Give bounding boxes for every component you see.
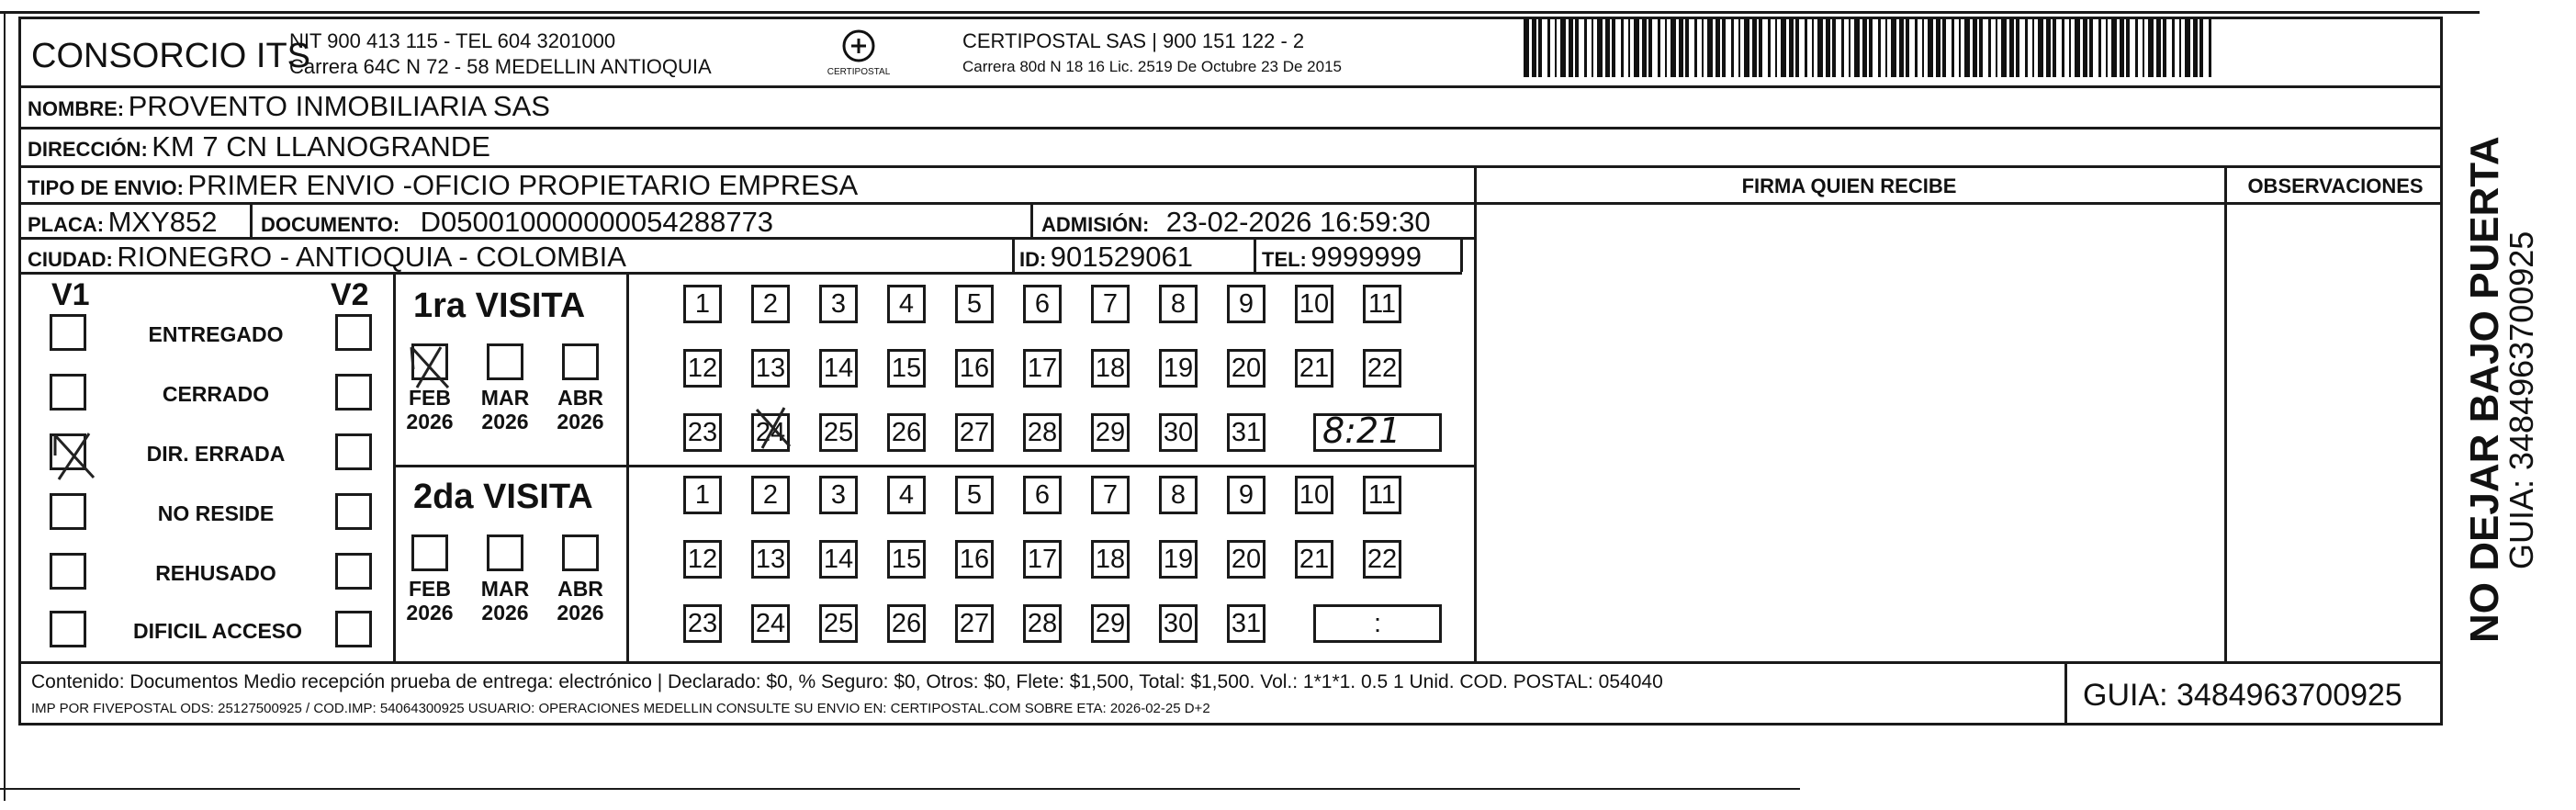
- documento-value: D050010000000054288773: [420, 206, 774, 238]
- ciudad-label: CIUDAD:: [28, 248, 113, 271]
- v1-checkbox[interactable]: [50, 611, 86, 647]
- barcode-bar: [2009, 18, 2014, 77]
- barcode-bar: [2111, 18, 2117, 77]
- month-year: 2026: [406, 410, 454, 434]
- v1-checkbox[interactable]: [50, 493, 86, 530]
- tipo-value: PRIMER ENVIO -OFICIO PROPIETARIO EMPRESA: [187, 169, 859, 201]
- barcode-bar: [1817, 18, 1823, 77]
- barcode-bar: [1899, 18, 1904, 77]
- day-box[interactable]: 16: [955, 540, 994, 579]
- month-checkbox[interactable]: [411, 534, 448, 571]
- day-box[interactable]: 8: [1159, 476, 1198, 514]
- day-box[interactable]: 13: [751, 349, 790, 388]
- day-box[interactable]: 1: [683, 476, 722, 514]
- barcode-bar: [1597, 18, 1603, 77]
- barcode-bar: [1973, 18, 1977, 77]
- barcode-bar: [2185, 18, 2190, 77]
- barcode-bar: [2025, 18, 2028, 77]
- placa-divider: [250, 202, 253, 237]
- barcode-bar: [2193, 18, 2198, 77]
- barcode-bar: [1812, 18, 1814, 77]
- day-box[interactable]: 11: [1363, 476, 1401, 514]
- barcode-bar: [1752, 18, 1757, 77]
- carrier-line1: CERTIPOSTAL SAS | 900 151 122 - 2: [962, 29, 1305, 52]
- v1-label: V1: [51, 277, 90, 312]
- day-box[interactable]: 4: [887, 476, 926, 514]
- day-box[interactable]: 14: [819, 349, 858, 388]
- day-box[interactable]: 16: [955, 349, 994, 388]
- day-box[interactable]: 30: [1159, 413, 1198, 452]
- firma-header: FIRMA QUIEN RECIBE: [1741, 174, 1957, 197]
- barcode-bar: [2098, 18, 2101, 77]
- no-dejar-bajo-puerta: NO DEJAR BAJO PUERTA: [2462, 136, 2507, 643]
- day-box[interactable]: 2: [751, 476, 790, 514]
- firma-left-line: [1474, 165, 1477, 661]
- month-name: ABR: [557, 386, 603, 410]
- barcode-bar: [2089, 18, 2093, 77]
- nombre-row: [28, 92, 550, 120]
- day-box[interactable]: 1: [683, 285, 722, 323]
- barcode-bar: [1648, 18, 1652, 77]
- barcode-bar: [1841, 18, 1844, 77]
- company-line1: NIT 900 413 115 - TEL 604 3201000: [289, 29, 616, 52]
- barcode-bar: [1621, 18, 1624, 77]
- certipostal-logo: [827, 28, 891, 83]
- v2-checkbox[interactable]: [335, 493, 372, 530]
- month-label: [553, 386, 608, 434]
- barcode-bar: [2148, 18, 2154, 77]
- admision-value: 23-02-2026 16:59:30: [1165, 206, 1431, 238]
- barcode-bar: [1775, 18, 1777, 77]
- barcode-bar: [1885, 18, 1887, 77]
- documento-cell: [261, 208, 773, 236]
- day-box[interactable]: 29: [1091, 604, 1130, 643]
- admision-label: ADMISIÓN:: [1041, 213, 1150, 236]
- barcode-bar: [2075, 18, 2080, 77]
- barcode-bar: [2032, 18, 2034, 77]
- bottom-scan-line: [0, 788, 1800, 790]
- row-line-3: [18, 202, 2443, 205]
- day-box[interactable]: 24: [751, 604, 790, 643]
- barcode-bar: [1715, 18, 1720, 77]
- carrier-line2: Carrera 80d N 18 16 Lic. 2519 De Octubre 23 De 2015: [962, 58, 1342, 75]
- observaciones-header: OBSERVACIONES: [2247, 174, 2424, 197]
- nombre-value: PROVENTO INMOBILIARIA SAS: [128, 90, 550, 122]
- v1-checkbox[interactable]: [50, 553, 86, 590]
- day-box[interactable]: 26: [887, 604, 926, 643]
- row-line-1: [18, 127, 2443, 129]
- direccion-value: KM 7 CN LLANOGRANDE: [152, 130, 490, 163]
- reason-label: NO RESIDE: [157, 501, 275, 525]
- company-line2: Carrera 64C N 72 - 58 MEDELLIN ANTIOQUIA: [289, 55, 712, 78]
- day-box[interactable]: 19: [1159, 349, 1198, 388]
- barcode-bar: [1988, 18, 1991, 77]
- month-name: MAR: [480, 386, 530, 410]
- barcode: [1520, 17, 2218, 81]
- top-edge-line: [0, 11, 2480, 14]
- barcode-bar: [1768, 18, 1771, 77]
- barcode-bar: [2038, 18, 2043, 77]
- v1-checkmark: [48, 430, 103, 485]
- day-box[interactable]: 2: [751, 285, 790, 323]
- day-box[interactable]: 18: [1091, 349, 1130, 388]
- admision-divider: [1030, 202, 1033, 237]
- month-label: [402, 577, 457, 625]
- tel-right-line: [1460, 237, 1463, 272]
- placa-value: MXY852: [107, 206, 218, 238]
- first-visit-title: 1ra VISITA: [413, 287, 586, 325]
- day-box[interactable]: 12: [683, 540, 722, 579]
- barcode-bar: [1738, 18, 1740, 77]
- barcode-bar: [1781, 18, 1786, 77]
- barcode-bar: [1702, 18, 1704, 77]
- barcode-bar: [1642, 18, 1647, 77]
- visit-divider: [393, 465, 1474, 467]
- side-guia: GUIA: 3484963700925: [2503, 231, 2540, 569]
- day-box[interactable]: 19: [1159, 540, 1198, 579]
- day-box[interactable]: 31: [1227, 604, 1266, 643]
- month-label: [553, 577, 608, 625]
- day-box[interactable]: 20: [1227, 540, 1266, 579]
- barcode-bar: [1891, 18, 1896, 77]
- barcode-bar: [1628, 18, 1630, 77]
- barcode-bar: [1532, 18, 1536, 77]
- day-box[interactable]: 28: [1023, 604, 1062, 643]
- reason-label: DIFICIL ACCESO: [133, 619, 303, 643]
- id-cell: [1019, 242, 1193, 271]
- barcode-bar: [1959, 18, 1961, 77]
- month-name: FEB: [409, 577, 451, 601]
- reason-label: CERRADO: [162, 382, 270, 406]
- barcode-bar: [2062, 18, 2064, 77]
- placa-cell: [28, 208, 217, 236]
- day-box[interactable]: 7: [1091, 476, 1130, 514]
- barcode-bar: [1538, 18, 1542, 77]
- day-box[interactable]: 21: [1295, 349, 1333, 388]
- day-box[interactable]: 22: [1363, 349, 1401, 388]
- day-box[interactable]: 23: [683, 413, 722, 452]
- month-checkbox[interactable]: [487, 534, 523, 571]
- month-right-line: [626, 272, 629, 661]
- day-box[interactable]: 13: [751, 540, 790, 579]
- day-box[interactable]: 15: [887, 349, 926, 388]
- day-box[interactable]: 26: [887, 413, 926, 452]
- company-name: CONSORCIO ITS: [31, 37, 311, 75]
- day-box[interactable]: 20: [1227, 349, 1266, 388]
- month-checkbox[interactable]: [487, 343, 523, 380]
- barcode-bar: [2046, 18, 2051, 77]
- month-year: 2026: [481, 410, 529, 434]
- barcode-bar: [2172, 18, 2175, 77]
- day-box[interactable]: 3: [819, 285, 858, 323]
- day-box[interactable]: 5: [955, 285, 994, 323]
- day-box[interactable]: 10: [1295, 476, 1333, 514]
- barcode-bar: [1942, 18, 1946, 77]
- barcode-bar: [1658, 18, 1660, 77]
- barcode-bar: [1575, 18, 1579, 77]
- barcode-bar: [2106, 18, 2108, 77]
- barcode-bar: [1665, 18, 1667, 77]
- barcode-bar: [1862, 18, 1867, 77]
- v2-checkbox[interactable]: [335, 553, 372, 590]
- day-box[interactable]: 22: [1363, 540, 1401, 579]
- barcode-bar: [1679, 18, 1683, 77]
- barcode-bar: [1685, 18, 1689, 77]
- tel-cell: [1262, 242, 1422, 271]
- month-checkbox[interactable]: [562, 343, 599, 380]
- day-box[interactable]: 30: [1159, 604, 1198, 643]
- barcode-bar: [1670, 18, 1676, 77]
- barcode-bar: [1707, 18, 1713, 77]
- day-box[interactable]: 28: [1023, 413, 1062, 452]
- second-visit-title: 2da VISITA: [413, 478, 593, 516]
- month-year: 2026: [557, 410, 604, 434]
- barcode-bar: [1789, 18, 1794, 77]
- barcode-bar: [1731, 18, 1734, 77]
- day-box[interactable]: 12: [683, 349, 722, 388]
- barcode-bar: [2179, 18, 2181, 77]
- day-box[interactable]: 21: [1295, 540, 1333, 579]
- tipo-label: TIPO DE ENVIO:: [28, 176, 184, 199]
- barcode-bar: [1694, 18, 1697, 77]
- feb-month-mark: [404, 342, 459, 395]
- month-label: [478, 386, 533, 434]
- barcode-bar: [2143, 18, 2144, 77]
- barcode-bar: [1964, 18, 1970, 77]
- month-year: 2026: [557, 601, 604, 625]
- barcode-bar: [1744, 18, 1749, 77]
- tel-value: 9999999: [1310, 241, 1423, 273]
- day-box[interactable]: 31: [1227, 413, 1266, 452]
- month-year: 2026: [481, 601, 529, 625]
- direccion-row: [28, 132, 490, 161]
- barcode-bar: [1605, 18, 1610, 77]
- barcode-bar: [1952, 18, 1954, 77]
- v2-checkbox[interactable]: [335, 314, 372, 351]
- barcode-bar: [1936, 18, 1940, 77]
- day-box[interactable]: 29: [1091, 413, 1130, 452]
- v1-checkbox[interactable]: [50, 374, 86, 411]
- barcode-bar: [1555, 18, 1557, 77]
- reason-label: REHUSADO: [155, 561, 276, 585]
- barcode-bar: [1805, 18, 1807, 77]
- day-box[interactable]: 25: [819, 413, 858, 452]
- row-line-5: [18, 272, 1462, 275]
- id-value: 901529061: [1050, 241, 1193, 273]
- v2-label: V2: [331, 277, 369, 312]
- barcode-bar: [1547, 18, 1550, 77]
- barcode-bar: [1795, 18, 1799, 77]
- day-box[interactable]: 27: [955, 604, 994, 643]
- day-box[interactable]: 14: [819, 540, 858, 579]
- barcode-bar: [2001, 18, 2007, 77]
- month-label: [478, 577, 533, 625]
- day-box[interactable]: 17: [1023, 349, 1062, 388]
- month-name: FEB: [409, 386, 451, 410]
- tipo-row: [28, 171, 858, 199]
- barcode-bar: [1849, 18, 1850, 77]
- barcode-bar: [2209, 18, 2211, 77]
- day-box[interactable]: 27: [955, 413, 994, 452]
- tel-divider: [1254, 237, 1256, 272]
- admision-cell: [1041, 208, 1431, 236]
- barcode-bar: [2126, 18, 2130, 77]
- placa-label: PLACA:: [28, 213, 105, 236]
- barcode-bar: [1612, 18, 1615, 77]
- barcode-bar: [1584, 18, 1587, 77]
- nombre-label: NOMBRE:: [28, 97, 125, 120]
- barcode-bar: [2120, 18, 2124, 77]
- day-box[interactable]: 23: [683, 604, 722, 643]
- day-box[interactable]: 25: [819, 604, 858, 643]
- footer-guia-divider: [2064, 661, 2067, 726]
- day-box[interactable]: 5: [955, 476, 994, 514]
- barcode-bar: [1569, 18, 1573, 77]
- v1-checkbox[interactable]: [50, 314, 86, 351]
- barcode-bar: [1759, 18, 1762, 77]
- row-line-2: [18, 165, 2443, 168]
- day-box[interactable]: 4: [887, 285, 926, 323]
- barcode-bar: [1524, 18, 1529, 77]
- barcode-bar: [1826, 18, 1830, 77]
- barcode-bar: [1928, 18, 1933, 77]
- documento-label: DOCUMENTO:: [261, 213, 400, 236]
- footer-line1: Contenido: Documentos Medio recepción prueba de entrega: electrónico | Declarado: $0, % Seguro: $0, Otros: $0, Flete: $1,500, Total: $1,500. Vol.: 1*1*1. 0.5 1 Unid. COD. POSTAL: 054040: [31, 671, 1663, 692]
- direccion-label: DIRECCIÓN:: [28, 138, 148, 161]
- time-box[interactable]: :: [1313, 604, 1442, 643]
- barcode-bar: [1832, 18, 1836, 77]
- day-box[interactable]: 6: [1023, 476, 1062, 514]
- obs-left-line: [2224, 165, 2227, 661]
- day-box[interactable]: 10: [1295, 285, 1333, 323]
- ciudad-cell: [28, 242, 626, 271]
- barcode-bar: [2069, 18, 2071, 77]
- reason-label: ENTREGADO: [148, 322, 284, 346]
- barcode-bar: [2156, 18, 2161, 77]
- barcode-bar: [1979, 18, 1983, 77]
- logo-text: CERTIPOSTAL: [827, 67, 891, 77]
- month-year: 2026: [406, 601, 454, 625]
- reason-label: DIR. ERRADA: [146, 442, 286, 466]
- barcode-bar: [1922, 18, 1924, 77]
- day-box[interactable]: 24: [751, 413, 790, 452]
- barcode-bar: [1722, 18, 1726, 77]
- barcode-bar: [1634, 18, 1639, 77]
- barcode-bar: [1878, 18, 1881, 77]
- ciudad-value: RIONEGRO - ANTIOQUIA - COLOMBIA: [117, 241, 626, 273]
- barcode-bar: [2053, 18, 2056, 77]
- barcode-bar: [1996, 18, 1997, 77]
- barcode-bar: [2083, 18, 2087, 77]
- footer-guia: GUIA: 3484963700925: [2083, 678, 2402, 713]
- v2-checkbox[interactable]: [335, 611, 372, 647]
- barcode-bar: [1869, 18, 1873, 77]
- day-box[interactable]: 6: [1023, 285, 1062, 323]
- tel-label: TEL:: [1262, 248, 1307, 271]
- barcode-bar: [2135, 18, 2138, 77]
- barcode-bar: [1906, 18, 1909, 77]
- day-box[interactable]: 3: [819, 476, 858, 514]
- barcode-bar: [1854, 18, 1860, 77]
- day-box[interactable]: 17: [1023, 540, 1062, 579]
- day-24-mark: [751, 404, 797, 452]
- day-box[interactable]: 9: [1227, 476, 1266, 514]
- month-checkbox[interactable]: [562, 534, 599, 571]
- barcode-bar: [2163, 18, 2166, 77]
- header-divider: [18, 85, 2443, 88]
- v2-checkbox[interactable]: [335, 374, 372, 411]
- v2-checkbox[interactable]: [335, 433, 372, 470]
- month-name: ABR: [557, 577, 603, 601]
- left-scan-edge: [4, 11, 6, 801]
- day-box[interactable]: 8: [1159, 285, 1198, 323]
- day-box[interactable]: 7: [1091, 285, 1130, 323]
- barcode-bar: [2199, 18, 2203, 77]
- id-label: ID:: [1019, 248, 1047, 271]
- barcode-bar: [2016, 18, 2019, 77]
- barcode-bar: [1915, 18, 1918, 77]
- day-box[interactable]: 11: [1363, 285, 1401, 323]
- day-box[interactable]: 15: [887, 540, 926, 579]
- id-divider: [1012, 237, 1015, 272]
- day-box[interactable]: 18: [1091, 540, 1130, 579]
- footer-line2: IMP POR FIVEPOSTAL ODS: 25127500925 / COD.IMP: 54064300925 USUARIO: OPERACIONES MEDELLIN CONSULTE SU ENVIO EN: CERTIPOSTAL.COM SOBRE ETA: 2026-02-25 D+2: [31, 701, 1210, 716]
- barcode-bar: [1592, 18, 1593, 77]
- day-box[interactable]: 9: [1227, 285, 1266, 323]
- first-time-handwritten: 8:21: [1322, 411, 1401, 451]
- barcode-bar: [1560, 18, 1566, 77]
- month-name: MAR: [480, 577, 530, 601]
- footer-divider: [18, 661, 2443, 664]
